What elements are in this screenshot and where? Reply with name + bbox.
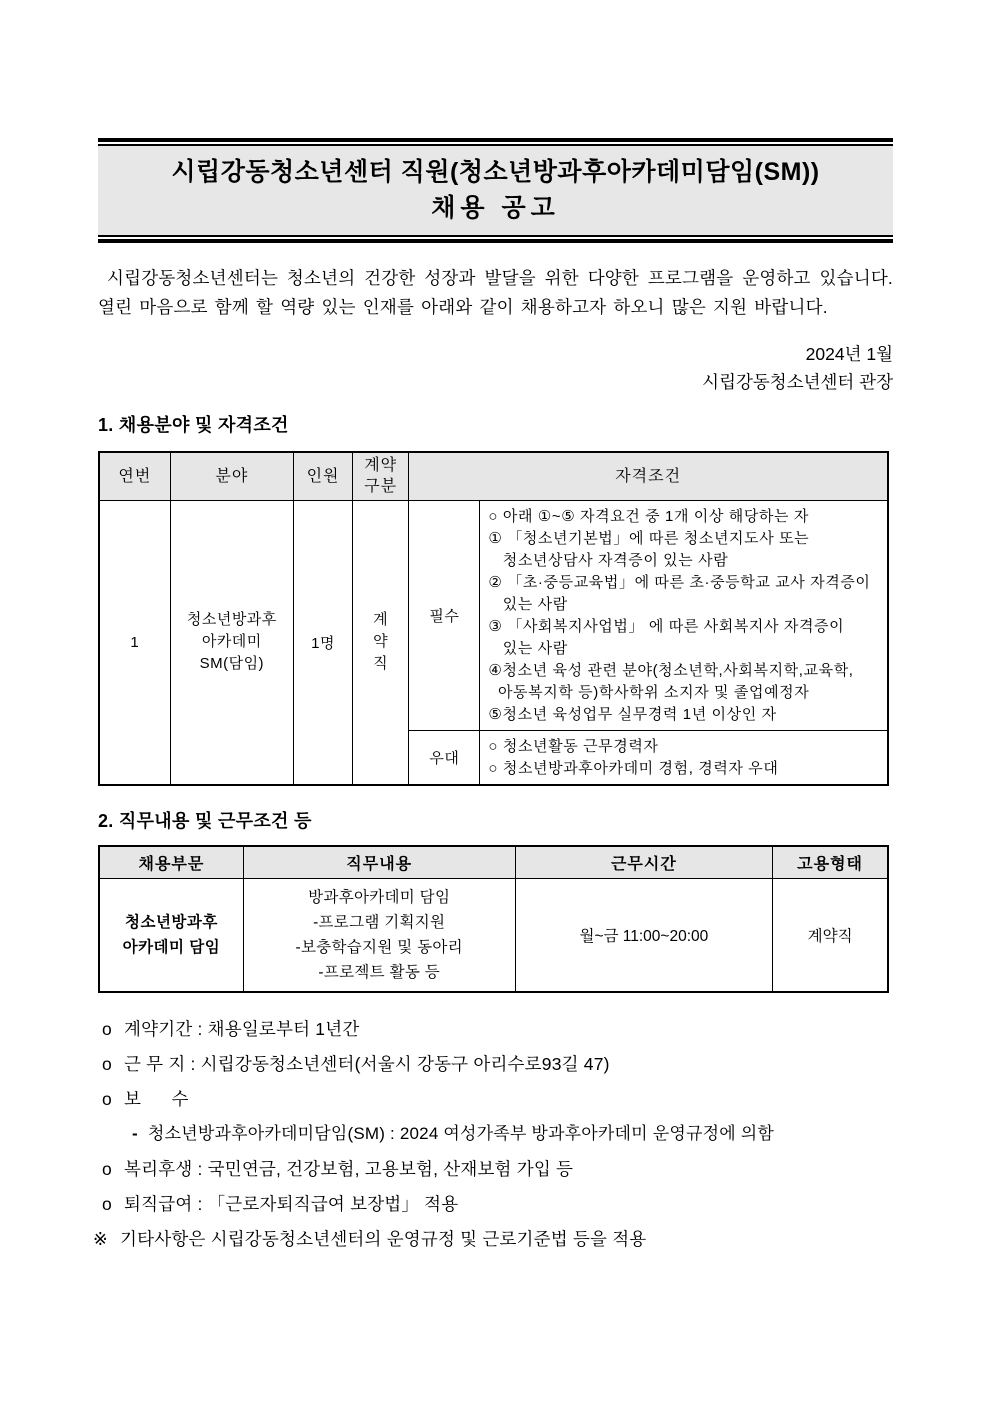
note-bullet: - (132, 1123, 138, 1143)
header-cell-contract (353, 452, 409, 501)
note-text: 보 수 (124, 1088, 189, 1109)
field-line: 청소년방과후 (186, 611, 277, 628)
duty-line: -프로젝트 활동 등 (318, 963, 440, 981)
title-banner-inner (98, 144, 893, 237)
required-line: ⑤청소년 육성업무 실무경력 1년 이상인 자 (488, 705, 777, 723)
contract-char: 계 (373, 611, 389, 628)
note-bullet: o (102, 1088, 112, 1109)
header-cell-hours: 근무시간 (515, 846, 773, 879)
cell-count: 1명 (293, 500, 352, 785)
required-line: ④청소년 육성 관련 분야(청소년학,사회복지학,교육학, (488, 661, 854, 679)
header-contract-line2: 구분 (364, 478, 398, 495)
preferred-line: ○ 청소년방과후아카데미 경험, 경력자 우대 (488, 759, 779, 777)
note-item-etc (93, 1225, 893, 1253)
note-text: 기타사항은 시립강동청소년센터의 운영규정 및 근로기준법 등을 적용 (120, 1228, 647, 1249)
note-text: 퇴직급여 : 「근로자퇴직급여 보장법」 적용 (124, 1193, 459, 1214)
cell-part (99, 878, 243, 992)
part-line: 청소년방과후 (125, 913, 218, 931)
header-cell-duty: 직무내용 (243, 846, 515, 879)
header-cell-qualification: 자격조건 (409, 452, 888, 501)
table-row (99, 500, 888, 730)
header-cell-part: 채용부문 (99, 846, 243, 879)
required-line: ② 「초·중등교육법」에 따른 초·중등학교 교사 자격증이 (488, 573, 871, 591)
header-cell-count: 인원 (293, 452, 352, 501)
header-cell-no: 연번 (99, 452, 170, 501)
cell-preferred-label: 우대 (409, 730, 480, 785)
part-line: 아카데미 담임 (122, 938, 221, 956)
announcement-signer: 시립강동청소년센터 관장 (702, 371, 893, 392)
note-item-severance (102, 1190, 893, 1218)
cell-duty (243, 878, 515, 992)
header-contract-line1: 계약 (364, 457, 398, 474)
duty-line: -보충학습지원 및 동아리 (295, 938, 463, 956)
note-text: 계약기간 : 채용일로부터 1년간 (124, 1018, 360, 1039)
header-cell-field: 분야 (170, 452, 293, 501)
table-row (99, 878, 888, 992)
note-item-contract-period (102, 1015, 893, 1043)
note-bullet: o (102, 1158, 112, 1179)
field-line: SM(담임) (199, 655, 265, 672)
recruitment-field-table (98, 451, 889, 786)
table-row (99, 452, 888, 501)
note-text: 복리후생 : 국민연금, 건강보험, 고용보험, 산재보험 가입 등 (124, 1158, 574, 1179)
required-line: 있는 사람 (488, 639, 568, 657)
field-line: 아카데미 (201, 633, 262, 650)
note-item-pay (102, 1085, 893, 1113)
preferred-line: ○ 청소년활동 근무경력자 (488, 737, 659, 755)
cell-employment-type: 계약직 (773, 878, 888, 992)
note-item-workplace (102, 1050, 893, 1078)
note-item-pay-detail (132, 1120, 893, 1148)
duty-line: 방과후아카데미 담임 (308, 888, 451, 906)
cell-contract-type (353, 500, 409, 785)
section1-heading: 1. 채용분야 및 자격조건 (98, 414, 289, 435)
cell-no: 1 (99, 500, 170, 785)
work-conditions-table (98, 845, 889, 993)
note-text: 근 무 지 : 시립강동청소년센터(서울시 강동구 아리수로93길 47) (124, 1053, 610, 1074)
table-row (99, 846, 888, 879)
section2-heading: 2. 직무내용 및 근무조건 등 (98, 810, 312, 831)
notes-list (93, 1015, 893, 1253)
cell-required-content (480, 500, 888, 730)
required-line: 아동복지학 등)학사학위 소지자 및 졸업예정자 (488, 683, 810, 701)
note-bullet: o (102, 1193, 112, 1214)
cell-required-label: 필수 (409, 500, 480, 730)
duty-line: -프로그램 기획지원 (313, 913, 446, 931)
note-bullet: o (102, 1053, 112, 1074)
note-bullet: o (102, 1018, 112, 1039)
sign-block (98, 340, 893, 396)
cell-field (170, 500, 293, 785)
title-banner (98, 138, 893, 243)
contract-char: 직 (373, 655, 389, 672)
document-title-line1: 시립강동청소년센터 직원(청소년방과후아카데미담임(SM)) (171, 158, 820, 186)
document-page (93, 0, 893, 1253)
note-bullet: ※ (93, 1228, 108, 1249)
required-line: ③ 「사회복지사업법」 에 따른 사회복지사 자격증이 (488, 617, 845, 635)
contract-char: 약 (373, 633, 389, 650)
cell-hours: 월~금 11:00~20:00 (515, 878, 773, 992)
required-line: ○ 아래 ①~⑤ 자격요건 중 1개 이상 해당하는 자 (488, 507, 809, 525)
announcement-date: 2024년 1월 (805, 343, 893, 364)
note-text: 청소년방과후아카데미담임(SM) : 2024 여성가족부 방과후아카데미 운영규정에 의함 (148, 1123, 774, 1143)
required-line: 있는 사람 (488, 595, 568, 613)
cell-preferred-content (480, 730, 888, 785)
note-item-welfare (102, 1155, 893, 1183)
required-line: ① 「청소년기본법」에 따른 청소년지도사 또는 (488, 529, 810, 547)
document-title-line2: 채용 공고 (431, 194, 560, 222)
required-line: 청소년상담사 자격증이 있는 사람 (488, 551, 729, 569)
intro-paragraph: 시립강동청소년센터는 청소년의 건강한 성장과 발달을 위한 다양한 프로그램을 운영하고 있습니다. 열린 마음으로 함께 할 역량 있는 인재를 아래와 같이 채용하고자 하오니 많은 지원 바랍니다. (98, 268, 893, 317)
header-cell-employment-type: 고용형태 (773, 846, 888, 879)
